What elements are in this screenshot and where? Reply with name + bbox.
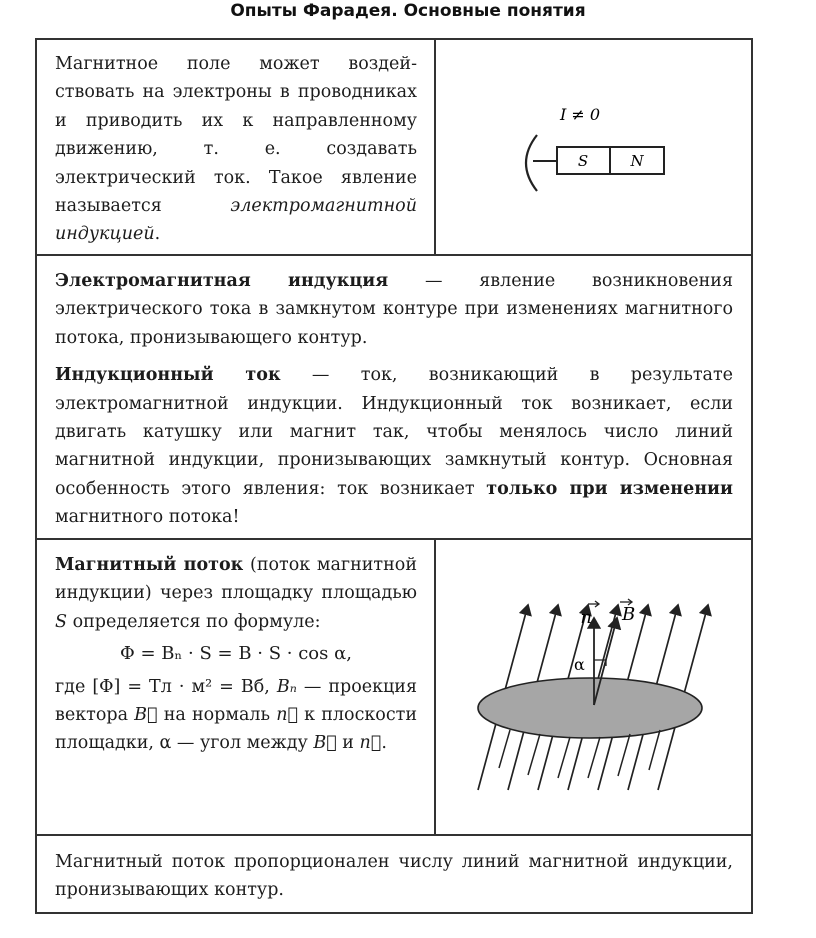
flux-text-1: (поток магнитной индукции) через площадку площадью: [55, 555, 417, 604]
flux-figure: [470, 590, 720, 800]
page-title: Опыты Фарадея. Основные понятия: [230, 1, 586, 21]
cell-definitions: [55, 267, 733, 532]
em-induction-definition: [55, 267, 733, 352]
row-divider-1: [35, 254, 753, 256]
flux-text-4: — проекция вектора: [55, 676, 417, 726]
current-label: I ≠ 0: [560, 105, 601, 124]
column-divider-2: [434, 538, 436, 836]
var-n: n⃗: [276, 705, 298, 726]
term-induction-current: Индукционный ток: [55, 365, 281, 386]
induction-current-text: — ток, возникающий в результате электромагнитной индукции. Индукционный ток возникает, если двигать катушку или магнит так, чтобы менялось число линий магнитной индукции, пронизывающих замкнутый контур. Основная особенность этого явления: ток возникает: [55, 365, 733, 499]
induction-current-definition: [55, 361, 733, 531]
cell-magnetic-flux: [55, 551, 417, 758]
flux-text-2: определяется по формуле:: [67, 611, 321, 632]
flux-text-7: и: [336, 733, 360, 754]
emphasis-only-on-change: только при изменении: [486, 478, 733, 499]
var-n-2: n⃗: [359, 733, 382, 754]
var-bn: Bₙ: [276, 676, 297, 697]
b-label: B: [622, 604, 636, 625]
cell-flux-summary: [55, 848, 733, 905]
flux-text-6: к плоскости площадки, α — угол между: [55, 705, 417, 754]
flux-text-5: на нормаль: [157, 705, 277, 726]
flux-area: [478, 678, 702, 738]
var-b-2: B⃗: [313, 733, 337, 754]
term-em-induction: электромагнитной индукцией: [55, 196, 417, 245]
flux-text-8: .: [381, 733, 387, 754]
induction-current-end: магнитного потока!: [55, 507, 240, 528]
cell-induction-intro: [55, 50, 417, 249]
flux-text-3: где [Φ] = Тл · м² = Вб,: [55, 676, 277, 697]
intro-text-end: .: [154, 224, 161, 245]
intro-text: Магнитное поле может воздействовать на электроны в проводниках и приводить их к направленному движению, т. е. создавать электрический ток. Такое явление называется: [55, 54, 417, 217]
normal-label: n: [580, 607, 592, 628]
term-magnetic-flux: Магнитный поток: [55, 555, 244, 575]
term-em-induction-bold: Электромагнитная индукция: [55, 271, 389, 291]
pole-s-label: S: [577, 152, 589, 170]
flux-formula: Φ = Bₙ · S = B · S · cos α,: [120, 643, 352, 665]
coil-magnet-figure: [505, 95, 685, 205]
var-b: B⃗: [134, 705, 158, 726]
column-divider-1: [434, 38, 436, 256]
alpha-label: α: [574, 655, 585, 674]
var-s: S: [55, 611, 67, 632]
flux-summary-text: Магнитный поток пропорционален числу линий магнитной индукции, пронизывающих контур.: [55, 852, 733, 901]
row-divider-2: [35, 538, 753, 540]
row-divider-3: [35, 834, 753, 836]
em-induction-text: — явление возникновения электрического тока в замкнутом контуре при изменениях магнитного потока, пронизывающего контур.: [55, 271, 733, 348]
pole-n-label: N: [630, 152, 644, 170]
